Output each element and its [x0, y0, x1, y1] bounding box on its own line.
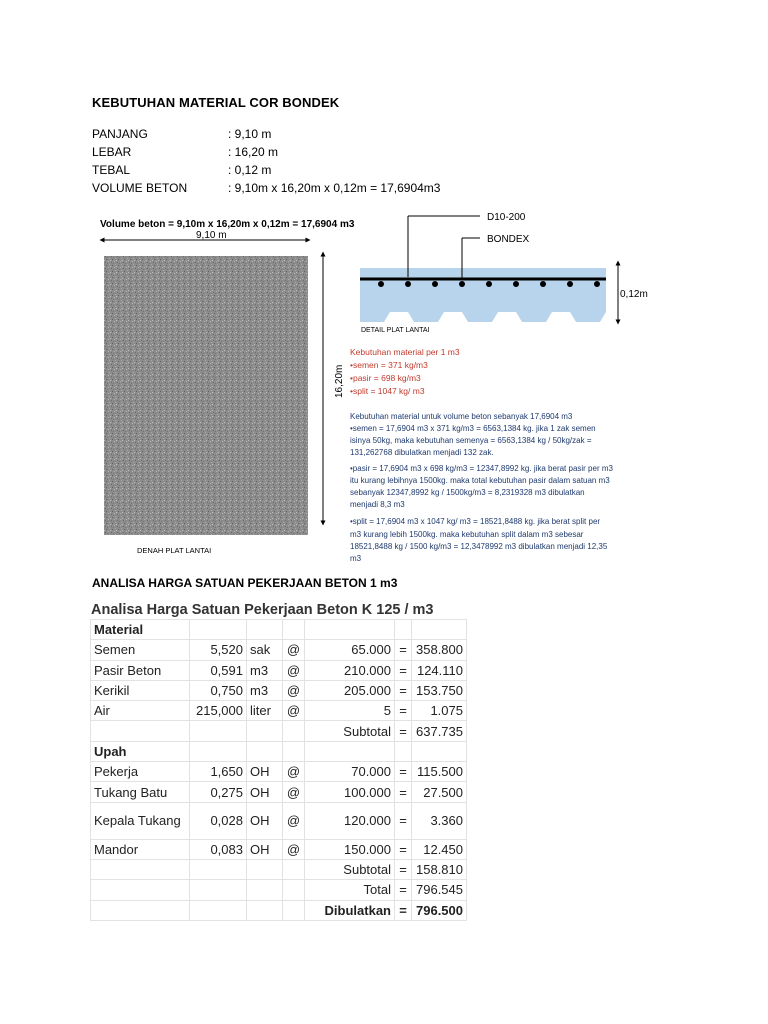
table-cell	[247, 900, 283, 920]
table-cell	[91, 859, 190, 879]
svg-text:Kebutuhan material untuk volum: Kebutuhan material untuk volume beton sebanyak 17,6904 m3	[350, 412, 573, 421]
table-cell: OH	[247, 802, 283, 839]
table-cell: Kerikil	[91, 680, 190, 700]
spec-value: : 9,10m x 16,20m x 0,12m = 17,6904m3	[228, 181, 441, 195]
spec-label: TEBAL	[92, 163, 131, 177]
spec-row-lebar	[92, 143, 440, 161]
svg-text:m3: m3	[350, 554, 362, 562]
table-row	[91, 802, 467, 839]
table-cell	[283, 880, 305, 900]
svg-text:menjadi 8,3 m3: menjadi 8,3 m3	[350, 500, 405, 509]
table-cell	[190, 620, 247, 640]
table-cell: Mandor	[91, 839, 190, 859]
spec-row-tebal	[92, 161, 440, 179]
table-cell	[91, 880, 190, 900]
svg-text:isinya 50kg, maka kebutuhan se: isinya 50kg, maka kebutuhan semenya = 6563,1384 kg / 50kg/zak =	[350, 436, 592, 445]
table-cell	[247, 620, 283, 640]
table-cell	[91, 900, 190, 920]
table-cell: liter	[247, 701, 283, 721]
table-cell: 1.075	[412, 701, 467, 721]
table-cell: 5	[305, 701, 395, 721]
table-cell: OH	[247, 839, 283, 859]
table-cell: Pekerja	[91, 762, 190, 782]
table-cell: @	[283, 640, 305, 660]
table-row	[91, 721, 467, 741]
table-cell	[247, 880, 283, 900]
table-cell: Material	[91, 620, 190, 640]
table-cell: 158.810	[412, 859, 467, 879]
spec-value: : 9,10 m	[228, 127, 272, 141]
table-cell: 70.000	[305, 762, 395, 782]
table-cell: 205.000	[305, 680, 395, 700]
table-cell: @	[283, 802, 305, 839]
spec-row-panjang	[92, 125, 440, 143]
table-title: Analisa Harga Satuan Pekerjaan Beton K 125 / m3	[91, 602, 434, 618]
table-cell: OH	[247, 782, 283, 802]
table-cell	[283, 900, 305, 920]
table-cell: 0,083	[190, 839, 247, 859]
table-row	[91, 782, 467, 802]
svg-text:•split = 17,6904 m3 x 1047 kg/: •split = 17,6904 m3 x 1047 kg/ m3 = 18521,8488 kg. jika berat split per	[350, 517, 601, 526]
table-cell	[247, 721, 283, 741]
table-section-row	[91, 741, 467, 761]
table-cell	[412, 620, 467, 640]
table-cell: OH	[247, 762, 283, 782]
table-cell: Dibulatkan	[305, 900, 395, 920]
table-cell: @	[283, 680, 305, 700]
table-cell	[305, 620, 395, 640]
table-cell: 796.500	[412, 900, 467, 920]
table-cell: 12.450	[412, 839, 467, 859]
table-cell: =	[395, 762, 412, 782]
svg-text:•pasir = 17,6904 m3 x 698 kg/m: •pasir = 17,6904 m3 x 698 kg/m3 = 12347,8992 kg. jika berat pasir per m3	[350, 464, 613, 473]
table-cell: 210.000	[305, 660, 395, 680]
table-cell	[305, 741, 395, 761]
table-cell: 215,000	[190, 701, 247, 721]
table-cell: @	[283, 701, 305, 721]
table-cell	[283, 859, 305, 879]
table-cell: Subtotal	[305, 721, 395, 741]
table-cell: 27.500	[412, 782, 467, 802]
table-cell: 0,750	[190, 680, 247, 700]
table-cell: Subtotal	[305, 859, 395, 879]
svg-text:m3 kurang lebih 1500kg. maka k: m3 kurang lebih 1500kg. maka kebutuhan split dalam m3 sebesar	[350, 530, 584, 539]
table-cell: =	[395, 660, 412, 680]
table-cell	[190, 859, 247, 879]
table-cell	[283, 721, 305, 741]
table-cell: 796.545	[412, 880, 467, 900]
table-cell: @	[283, 782, 305, 802]
table-cell: =	[395, 680, 412, 700]
slab-figure-svg	[96, 207, 686, 562]
table-row	[91, 880, 467, 900]
table-cell	[412, 741, 467, 761]
table-cell: @	[283, 839, 305, 859]
table-cell: =	[395, 859, 412, 879]
svg-text:131,262768 dibulatkan menjadi: 131,262768 dibulatkan menjadi 132 zak.	[350, 448, 494, 457]
table-cell	[395, 620, 412, 640]
svg-text:Kebutuhan material per 1 m3: Kebutuhan material per 1 m3	[350, 347, 460, 357]
table-cell: m3	[247, 680, 283, 700]
analysis-heading: ANALISA HARGA SATUAN PEKERJAAN BETON 1 m3	[92, 576, 398, 590]
table-row	[91, 660, 467, 680]
svg-text:sebanyak 12347,8992 kg / 1500k: sebanyak 12347,8992 kg / 1500kg/m3 = 8,2319328 m3 dibulatkan	[350, 488, 585, 497]
document-title: KEBUTUHAN MATERIAL COR BONDEK	[92, 95, 340, 110]
table-cell: 115.500	[412, 762, 467, 782]
plan-caption: DENAH PLAT LANTAI	[137, 546, 212, 555]
table-cell	[190, 721, 247, 741]
table-cell	[395, 741, 412, 761]
spec-label: LEBAR	[92, 145, 132, 159]
width-label: 9,10 m	[196, 230, 227, 241]
table-cell: @	[283, 660, 305, 680]
table-cell: =	[395, 802, 412, 839]
table-cell: 0,591	[190, 660, 247, 680]
table-cell	[247, 741, 283, 761]
table-cell: 124.110	[412, 660, 467, 680]
table-cell	[190, 741, 247, 761]
table-section-row	[91, 620, 467, 640]
table-cell: 358.800	[412, 640, 467, 660]
table-cell	[247, 859, 283, 879]
length-label: 16,20m	[334, 364, 345, 398]
table-row	[91, 839, 467, 859]
table-cell: =	[395, 900, 412, 920]
table-cell: 153.750	[412, 680, 467, 700]
per-m3-notes	[350, 347, 460, 396]
table-cell: 100.000	[305, 782, 395, 802]
total-volume-notes	[350, 412, 614, 562]
table-cell: m3	[247, 660, 283, 680]
table-cell	[91, 721, 190, 741]
table-cell	[190, 880, 247, 900]
slab-figure	[96, 207, 686, 562]
svg-text:•pasir = 698 kg/m3: •pasir = 698 kg/m3	[350, 373, 421, 383]
table-cell: @	[283, 762, 305, 782]
svg-text:•semen = 17,6904 m3 x 371 kg/m: •semen = 17,6904 m3 x 371 kg/m3 = 6563,1384 kg. jika 1 zak semen	[350, 424, 596, 433]
d10-label: D10-200	[487, 212, 526, 223]
table-cell: =	[395, 640, 412, 660]
unit-price-table	[90, 619, 467, 921]
table-cell: sak	[247, 640, 283, 660]
table-cell: =	[395, 701, 412, 721]
table-row	[91, 680, 467, 700]
spec-row-volume	[92, 179, 440, 197]
table-cell: 65.000	[305, 640, 395, 660]
volume-label: Volume beton = 9,10m x 16,20m x 0,12m = 17,6904 m3	[100, 219, 355, 230]
table-row	[91, 701, 467, 721]
table-row	[91, 900, 467, 920]
bondex-label: BONDEX	[487, 234, 530, 245]
table-cell: 0,028	[190, 802, 247, 839]
table-cell: Pasir Beton	[91, 660, 190, 680]
table-cell: =	[395, 782, 412, 802]
floor-plan-slab	[104, 256, 308, 535]
table-cell: 3.360	[412, 802, 467, 839]
table-row	[91, 859, 467, 879]
spec-list	[92, 125, 440, 197]
table-cell: 5,520	[190, 640, 247, 660]
table-row	[91, 762, 467, 782]
table-row	[91, 640, 467, 660]
spec-value: : 0,12 m	[228, 163, 272, 177]
svg-text:itu kurang lebihnya 1500kg. ma: itu kurang lebihnya 1500kg. maka total kebutuhan pasir dalam satuan m3	[350, 476, 610, 485]
table-cell: 637.735	[412, 721, 467, 741]
svg-text:•split = 1047 kg/ m3: •split = 1047 kg/ m3	[350, 386, 425, 396]
table-cell: Total	[305, 880, 395, 900]
table-cell	[283, 741, 305, 761]
table-cell	[283, 620, 305, 640]
spec-label: VOLUME BETON	[92, 181, 188, 195]
table-cell	[190, 900, 247, 920]
table-cell: 0,275	[190, 782, 247, 802]
table-cell: Tukang Batu	[91, 782, 190, 802]
svg-text:•semen = 371 kg/m3: •semen = 371 kg/m3	[350, 360, 428, 370]
table-cell: =	[395, 880, 412, 900]
spec-value: : 16,20 m	[228, 145, 279, 159]
svg-text:18521,8488 kg / 1500 kg/m3 = 1: 18521,8488 kg / 1500 kg/m3 = 12,3478992 m3 dibulatkan menjadi 12,35	[350, 542, 608, 551]
table-cell: =	[395, 839, 412, 859]
table-cell: Semen	[91, 640, 190, 660]
table-cell: =	[395, 721, 412, 741]
table-cell: 120.000	[305, 802, 395, 839]
table-cell: Air	[91, 701, 190, 721]
table-cell: 1,650	[190, 762, 247, 782]
thickness-label: 0,12m	[620, 289, 648, 300]
table-cell: Upah	[91, 741, 190, 761]
detail-caption: DETAIL PLAT LANTAI	[361, 327, 430, 334]
table-cell: Kepala Tukang	[91, 802, 190, 839]
table-cell: 150.000	[305, 839, 395, 859]
spec-label: PANJANG	[92, 127, 148, 141]
